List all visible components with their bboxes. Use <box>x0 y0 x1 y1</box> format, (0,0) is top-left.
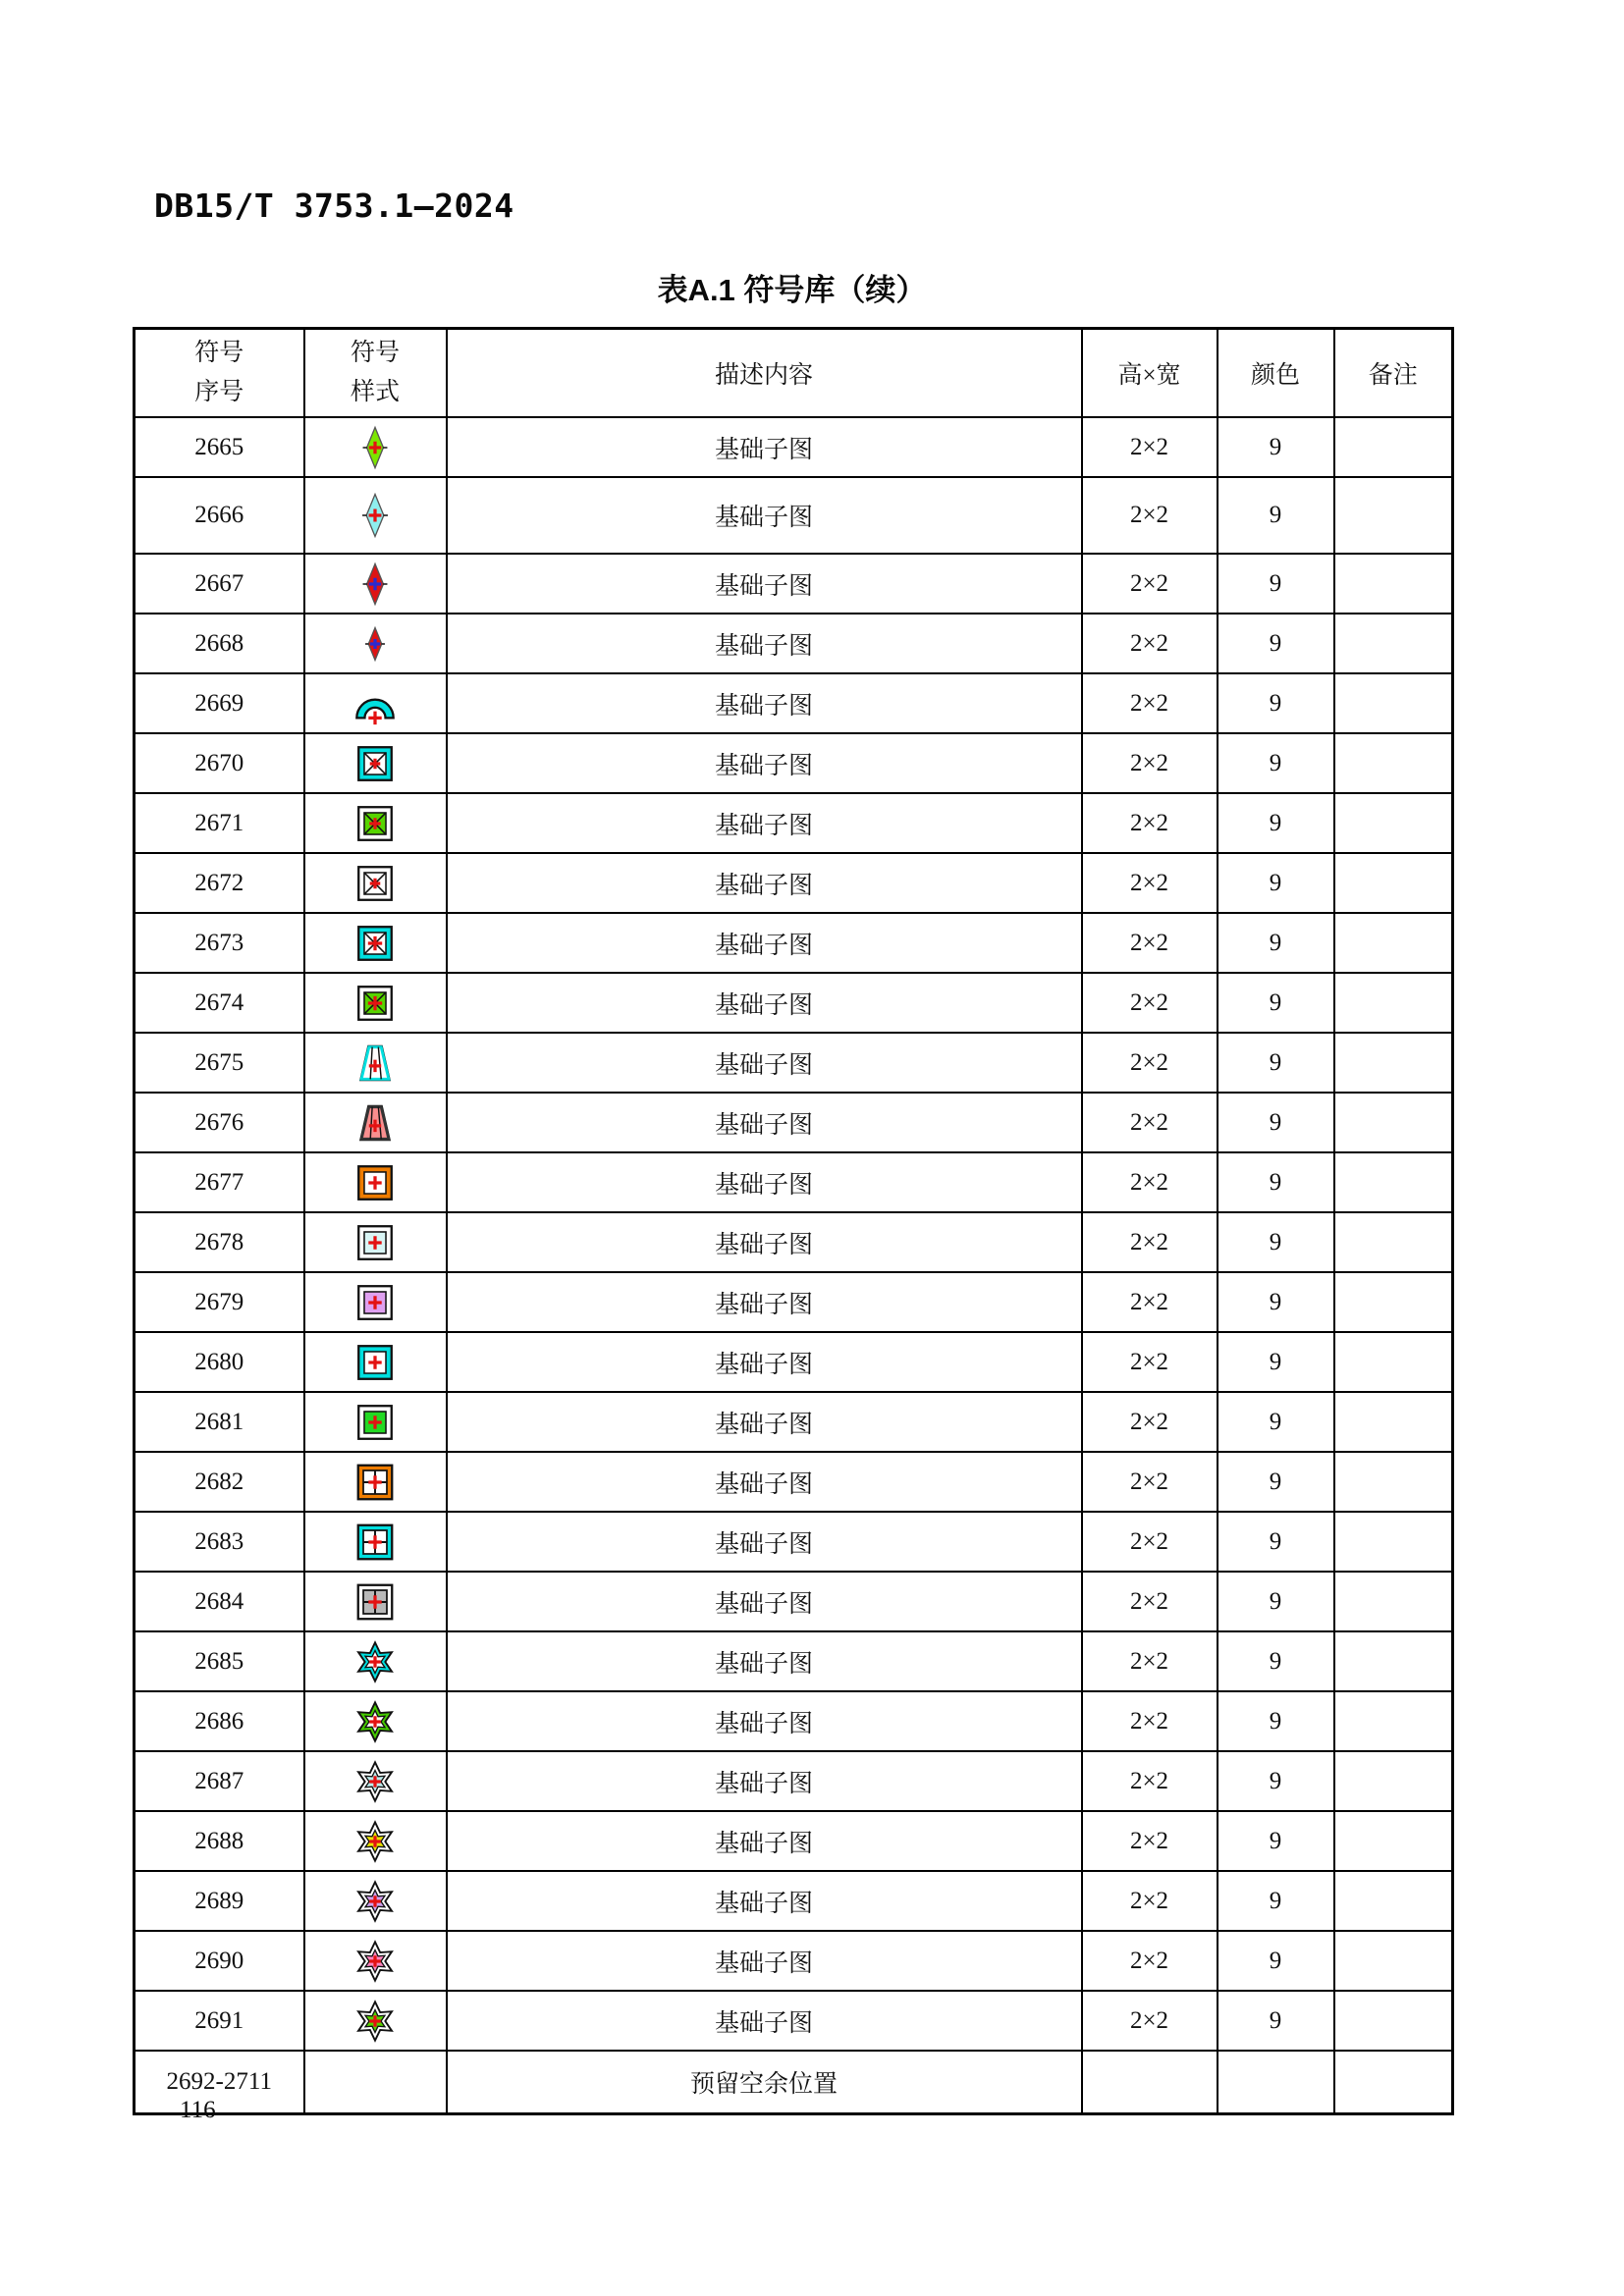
cell-symbol-style <box>304 1751 447 1811</box>
table-row <box>135 1751 1453 1811</box>
cell-size: 2×2 <box>1082 614 1218 673</box>
cell-description: 基础子图 <box>447 1631 1082 1691</box>
cell-color: 9 <box>1218 1152 1334 1212</box>
cell-size: 2×2 <box>1082 673 1218 733</box>
cell-description: 基础子图 <box>447 1991 1082 2051</box>
table-row <box>135 913 1453 973</box>
cell-size: 2×2 <box>1082 1332 1218 1392</box>
cell-description: 预留空余位置 <box>447 2051 1082 2113</box>
cell-symbol-number: 2674 <box>135 973 304 1033</box>
header-symbol-style-line1: 符号 <box>350 339 400 366</box>
cell-description: 基础子图 <box>447 1931 1082 1991</box>
cell-size: 2×2 <box>1082 1751 1218 1811</box>
star-violet-core-icon <box>305 1879 446 1924</box>
cell-color: 9 <box>1218 1991 1334 2051</box>
header-size: 高×宽 <box>1082 329 1218 418</box>
box-x-white-icon <box>305 861 446 906</box>
table-row <box>135 1691 1453 1751</box>
cell-note <box>1334 614 1453 673</box>
diamond-cyan-cross-icon <box>305 493 446 538</box>
cell-note <box>1334 1572 1453 1631</box>
cell-size: 2×2 <box>1082 1512 1218 1572</box>
cell-size: 2×2 <box>1082 913 1218 973</box>
table-row <box>135 1272 1453 1332</box>
cell-description: 基础子图 <box>447 417 1082 477</box>
page-number: 116 <box>180 2097 216 2123</box>
table-row <box>135 477 1453 554</box>
box-violet-icon <box>305 1280 446 1325</box>
header-symbol-number <box>135 329 304 418</box>
window-cyan-frame-icon <box>305 1520 446 1565</box>
cell-note <box>1334 1212 1453 1272</box>
box-x-green-big-cross-icon <box>305 981 446 1026</box>
cell-symbol-style <box>304 1931 447 1991</box>
cell-description: 基础子图 <box>447 1152 1082 1212</box>
table-body <box>135 417 1453 2113</box>
cell-size <box>1082 2051 1218 2113</box>
cell-note <box>1334 913 1453 973</box>
cell-size: 2×2 <box>1082 1033 1218 1093</box>
cell-description: 基础子图 <box>447 1392 1082 1452</box>
cell-symbol-style <box>304 913 447 973</box>
cell-note <box>1334 2051 1453 2113</box>
cell-symbol-number: 2669 <box>135 673 304 733</box>
cell-color: 9 <box>1218 853 1334 913</box>
cell-description: 基础子图 <box>447 614 1082 673</box>
cell-symbol-style <box>304 1033 447 1093</box>
cell-size: 2×2 <box>1082 1991 1218 2051</box>
cell-note <box>1334 1152 1453 1212</box>
cell-color: 9 <box>1218 673 1334 733</box>
cell-description: 基础子图 <box>447 733 1082 793</box>
cell-color: 9 <box>1218 1512 1334 1572</box>
header-row <box>135 329 1453 418</box>
header-symbol-number-line1: 符号 <box>194 339 244 366</box>
cell-note <box>1334 1871 1453 1931</box>
trapezoid-cyan-icon <box>305 1041 446 1086</box>
header-symbol-style <box>304 329 447 418</box>
cell-size: 2×2 <box>1082 853 1218 913</box>
star-lightcyan-core-icon <box>305 1759 446 1804</box>
cell-symbol-number: 2677 <box>135 1152 304 1212</box>
cell-color: 9 <box>1218 913 1334 973</box>
table-row <box>135 793 1453 853</box>
table-row <box>135 733 1453 793</box>
cell-note <box>1334 1931 1453 1991</box>
cell-color: 9 <box>1218 1093 1334 1152</box>
cell-size: 2×2 <box>1082 793 1218 853</box>
table-row <box>135 1572 1453 1631</box>
cell-color: 9 <box>1218 1931 1334 1991</box>
cell-symbol-style <box>304 1392 447 1452</box>
cell-description: 基础子图 <box>447 1572 1082 1631</box>
cell-note <box>1334 1332 1453 1392</box>
diamond-red-cross-icon <box>305 561 446 607</box>
cell-description: 基础子图 <box>447 1033 1082 1093</box>
cell-symbol-number: 2684 <box>135 1572 304 1631</box>
cell-symbol-style <box>304 1272 447 1332</box>
cell-color: 9 <box>1218 733 1334 793</box>
header-note: 备注 <box>1334 329 1453 418</box>
star-yellow-core-icon <box>305 1819 446 1864</box>
diamond-green-cross-icon <box>305 425 446 470</box>
cell-symbol-style <box>304 2051 447 2113</box>
cell-note <box>1334 733 1453 793</box>
table-row <box>135 1093 1453 1152</box>
table-row <box>135 1152 1453 1212</box>
table-row <box>135 1332 1453 1392</box>
cell-description: 基础子图 <box>447 1751 1082 1811</box>
star-green-band-icon <box>305 1699 446 1744</box>
cell-size: 2×2 <box>1082 1152 1218 1212</box>
cell-symbol-style <box>304 673 447 733</box>
cell-symbol-number: 2675 <box>135 1033 304 1093</box>
cell-symbol-number: 2672 <box>135 853 304 913</box>
cell-symbol-style <box>304 554 447 614</box>
star-green-core-icon <box>305 1999 446 2044</box>
cell-symbol-number: 2687 <box>135 1751 304 1811</box>
cell-symbol-style <box>304 1093 447 1152</box>
box-x-cyan-frame-big-cross-icon <box>305 921 446 966</box>
table-row <box>135 1392 1453 1452</box>
cell-size: 2×2 <box>1082 1811 1218 1871</box>
cell-description: 基础子图 <box>447 477 1082 554</box>
cell-note <box>1334 1272 1453 1332</box>
table-header <box>135 329 1453 418</box>
cell-note <box>1334 793 1453 853</box>
box-lightcyan-icon <box>305 1220 446 1265</box>
cell-description: 基础子图 <box>447 793 1082 853</box>
cell-symbol-style <box>304 614 447 673</box>
table-row <box>135 2051 1453 2113</box>
header-description: 描述内容 <box>447 329 1082 418</box>
cell-symbol-style <box>304 1512 447 1572</box>
cell-color: 9 <box>1218 973 1334 1033</box>
cell-symbol-style <box>304 477 447 554</box>
header-color: 颜色 <box>1218 329 1334 418</box>
cell-symbol-number: 2689 <box>135 1871 304 1931</box>
cell-color: 9 <box>1218 1572 1334 1631</box>
cell-note <box>1334 1691 1453 1751</box>
table-row <box>135 1452 1453 1512</box>
table-row <box>135 1811 1453 1871</box>
cell-symbol-style <box>304 1572 447 1631</box>
symbol-library-table <box>133 327 1454 2115</box>
cell-symbol-style <box>304 793 447 853</box>
cell-description: 基础子图 <box>447 913 1082 973</box>
cell-description: 基础子图 <box>447 1212 1082 1272</box>
cell-symbol-number: 2685 <box>135 1631 304 1691</box>
window-gray-pane-icon <box>305 1579 446 1625</box>
cell-note <box>1334 554 1453 614</box>
cell-symbol-number: 2682 <box>135 1452 304 1512</box>
cell-note <box>1334 477 1453 554</box>
cell-size: 2×2 <box>1082 417 1218 477</box>
cell-size: 2×2 <box>1082 733 1218 793</box>
star-cyan-band-icon <box>305 1639 446 1684</box>
cell-symbol-number: 2686 <box>135 1691 304 1751</box>
window-orange-frame-icon <box>305 1460 446 1505</box>
cell-note <box>1334 417 1453 477</box>
trapezoid-pink-icon <box>305 1100 446 1146</box>
cell-size: 2×2 <box>1082 477 1218 554</box>
table-row <box>135 1631 1453 1691</box>
box-cyan-frame-icon <box>305 1340 446 1385</box>
table-title: 表A.1 符号库（续） <box>657 273 927 307</box>
cell-color: 9 <box>1218 1631 1334 1691</box>
cell-description: 基础子图 <box>447 1512 1082 1572</box>
cell-note <box>1334 1811 1453 1871</box>
cell-symbol-style <box>304 1452 447 1512</box>
cell-symbol-number: 2683 <box>135 1512 304 1572</box>
cell-symbol-number: 2692-2711 <box>135 2051 304 2113</box>
cell-description: 基础子图 <box>447 1093 1082 1152</box>
cell-note <box>1334 1452 1453 1512</box>
arch-cyan-icon <box>305 681 446 726</box>
cell-description: 基础子图 <box>447 1272 1082 1332</box>
cell-size: 2×2 <box>1082 1212 1218 1272</box>
header-symbol-style-line2: 样式 <box>350 379 400 405</box>
cell-note <box>1334 1751 1453 1811</box>
cell-size: 2×2 <box>1082 1691 1218 1751</box>
box-green-icon <box>305 1400 446 1445</box>
cell-description: 基础子图 <box>447 973 1082 1033</box>
cell-color: 9 <box>1218 1452 1334 1512</box>
cell-size: 2×2 <box>1082 1931 1218 1991</box>
cell-color: 9 <box>1218 1272 1334 1332</box>
cell-note <box>1334 1631 1453 1691</box>
cell-symbol-number: 2670 <box>135 733 304 793</box>
cell-size: 2×2 <box>1082 1272 1218 1332</box>
cell-symbol-number: 2678 <box>135 1212 304 1272</box>
box-orange-frame-icon <box>305 1160 446 1205</box>
cell-symbol-style <box>304 1212 447 1272</box>
cell-size: 2×2 <box>1082 1392 1218 1452</box>
cell-symbol-number: 2680 <box>135 1332 304 1392</box>
cell-symbol-style <box>304 1332 447 1392</box>
cell-size: 2×2 <box>1082 1452 1218 1512</box>
doc-code: DB15/T 3753.1—2024 <box>154 187 514 225</box>
table-row <box>135 1212 1453 1272</box>
cell-color: 9 <box>1218 1033 1334 1093</box>
cell-note <box>1334 673 1453 733</box>
box-x-green-icon <box>305 801 446 846</box>
star-pink-core-icon <box>305 1939 446 1984</box>
cell-note <box>1334 853 1453 913</box>
cell-symbol-number: 2673 <box>135 913 304 973</box>
table-row <box>135 973 1453 1033</box>
cell-color: 9 <box>1218 1392 1334 1452</box>
cell-color: 9 <box>1218 554 1334 614</box>
cell-color: 9 <box>1218 614 1334 673</box>
cell-symbol-number: 2666 <box>135 477 304 554</box>
cell-symbol-style <box>304 1871 447 1931</box>
cell-note <box>1334 973 1453 1033</box>
cell-symbol-number: 2667 <box>135 554 304 614</box>
cell-symbol-number: 2690 <box>135 1931 304 1991</box>
cell-note <box>1334 1392 1453 1452</box>
cell-symbol-style <box>304 1991 447 2051</box>
table-row <box>135 1033 1453 1093</box>
cell-symbol-style <box>304 1811 447 1871</box>
cell-symbol-style <box>304 417 447 477</box>
cell-size: 2×2 <box>1082 1871 1218 1931</box>
cell-color: 9 <box>1218 1212 1334 1272</box>
cell-symbol-style <box>304 1631 447 1691</box>
table-row <box>135 673 1453 733</box>
cell-symbol-number: 2679 <box>135 1272 304 1332</box>
cell-size: 2×2 <box>1082 1631 1218 1691</box>
cell-description: 基础子图 <box>447 853 1082 913</box>
table-row <box>135 417 1453 477</box>
cell-description: 基础子图 <box>447 1691 1082 1751</box>
cell-description: 基础子图 <box>447 1332 1082 1392</box>
table-row <box>135 1931 1453 1991</box>
cell-symbol-number: 2668 <box>135 614 304 673</box>
header-symbol-number-line2: 序号 <box>194 379 244 405</box>
cell-note <box>1334 1093 1453 1152</box>
cell-symbol-style <box>304 733 447 793</box>
cell-color: 9 <box>1218 477 1334 554</box>
cell-symbol-style <box>304 1691 447 1751</box>
cell-size: 2×2 <box>1082 1572 1218 1631</box>
table-row <box>135 614 1453 673</box>
diamond-red-small-cross-icon <box>305 621 446 667</box>
cell-color: 9 <box>1218 1751 1334 1811</box>
cell-symbol-style <box>304 1152 447 1212</box>
cell-size: 2×2 <box>1082 1093 1218 1152</box>
cell-symbol-number: 2676 <box>135 1093 304 1152</box>
cell-symbol-number: 2665 <box>135 417 304 477</box>
cell-symbol-number: 2681 <box>135 1392 304 1452</box>
cell-color: 9 <box>1218 1811 1334 1871</box>
cell-size: 2×2 <box>1082 554 1218 614</box>
cell-symbol-number: 2671 <box>135 793 304 853</box>
table-row <box>135 1991 1453 2051</box>
cell-note <box>1334 1991 1453 2051</box>
cell-note <box>1334 1512 1453 1572</box>
cell-color <box>1218 2051 1334 2113</box>
table-row <box>135 554 1453 614</box>
table-row <box>135 1512 1453 1572</box>
cell-symbol-style <box>304 853 447 913</box>
cell-size: 2×2 <box>1082 973 1218 1033</box>
table-row <box>135 1871 1453 1931</box>
cell-color: 9 <box>1218 1691 1334 1751</box>
cell-description: 基础子图 <box>447 673 1082 733</box>
cell-symbol-number: 2688 <box>135 1811 304 1871</box>
cell-color: 9 <box>1218 1871 1334 1931</box>
cell-description: 基础子图 <box>447 554 1082 614</box>
cell-description: 基础子图 <box>447 1871 1082 1931</box>
cell-color: 9 <box>1218 793 1334 853</box>
cell-note <box>1334 1033 1453 1093</box>
box-x-cyan-frame-icon <box>305 741 446 786</box>
cell-color: 9 <box>1218 417 1334 477</box>
cell-description: 基础子图 <box>447 1811 1082 1871</box>
cell-description: 基础子图 <box>447 1452 1082 1512</box>
cell-symbol-style <box>304 973 447 1033</box>
cell-color: 9 <box>1218 1332 1334 1392</box>
table-row <box>135 853 1453 913</box>
cell-symbol-number: 2691 <box>135 1991 304 2051</box>
